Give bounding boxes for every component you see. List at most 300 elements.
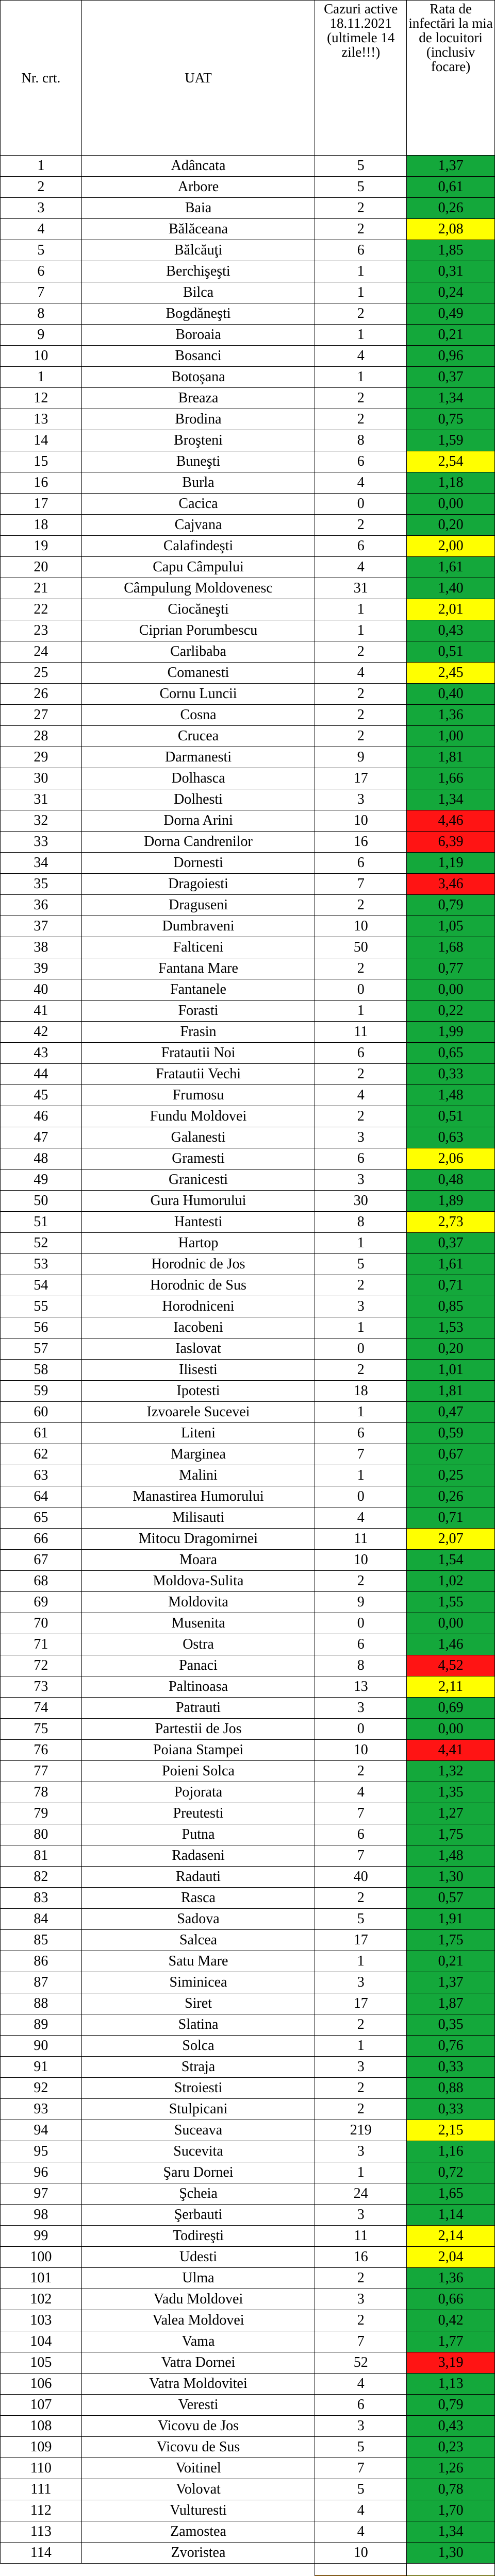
row-rate: 1,36 — [407, 705, 495, 726]
row-rate: 0,61 — [407, 177, 495, 198]
row-uat: Horodniceni — [81, 1296, 315, 1317]
row-rate: 4,46 — [407, 810, 495, 832]
row-uat: Galanesti — [81, 1127, 315, 1148]
table-row — [1, 2162, 495, 2183]
table-row — [1, 2078, 495, 2099]
row-rate: 0,57 — [407, 1888, 495, 1909]
table-row — [1, 240, 495, 261]
row-nr: 77 — [1, 1761, 82, 1782]
table-row — [1, 2036, 495, 2057]
row-uat: Şerbauti — [81, 2205, 315, 2226]
row-uat: Calafindeşti — [81, 536, 315, 557]
row-uat: Ilisesti — [81, 1360, 315, 1381]
table-row — [1, 2458, 495, 2479]
row-rate: 0,51 — [407, 1106, 495, 1127]
row-nr: 21 — [1, 578, 82, 599]
row-cases: 2 — [315, 2310, 407, 2331]
row-cases: 1 — [315, 599, 407, 620]
row-cases: 18 — [315, 1381, 407, 1402]
row-nr: 30 — [1, 768, 82, 789]
row-nr: 105 — [1, 2352, 82, 2374]
row-rate: 0,21 — [407, 325, 495, 346]
row-cases: 0 — [315, 494, 407, 515]
header-rate: Rata de infectări la mia de locuitori (inclusiv focare) — [407, 1, 495, 156]
row-rate: 1,36 — [407, 2268, 495, 2289]
row-uat: Musenita — [81, 1613, 315, 1634]
row-rate: 2,11 — [407, 1676, 495, 1698]
row-uat: Marginea — [81, 1444, 315, 1465]
row-rate: 2,14 — [407, 2226, 495, 2247]
row-uat: Dorna Arini — [81, 810, 315, 832]
row-rate: 2,00 — [407, 536, 495, 557]
row-rate: 1,16 — [407, 2141, 495, 2162]
row-rate: 1,01 — [407, 1360, 495, 1381]
row-uat: Berchişeşti — [81, 261, 315, 282]
row-uat: Cosna — [81, 705, 315, 726]
row-nr: 57 — [1, 1338, 82, 1360]
table-row — [1, 177, 495, 198]
row-cases: 1 — [315, 367, 407, 388]
row-rate: 3,19 — [407, 2352, 495, 2374]
row-rate: 0,79 — [407, 2395, 495, 2416]
row-uat: Zvoristea — [81, 2543, 315, 2564]
row-uat: Fratautii Vechi — [81, 1064, 315, 1085]
table-row — [1, 1254, 495, 1275]
row-nr: 82 — [1, 1867, 82, 1888]
row-nr: 110 — [1, 2458, 82, 2479]
row-nr: 4 — [1, 219, 82, 240]
row-uat: Buneşti — [81, 451, 315, 472]
row-nr: 107 — [1, 2395, 82, 2416]
row-cases: 30 — [315, 1191, 407, 1212]
row-nr: 101 — [1, 2268, 82, 2289]
row-nr: 64 — [1, 1486, 82, 1507]
row-nr: 89 — [1, 2014, 82, 2036]
row-nr: 43 — [1, 1043, 82, 1064]
row-rate: 1,37 — [407, 156, 495, 177]
row-uat: Frasin — [81, 1022, 315, 1043]
row-cases: 1 — [315, 1001, 407, 1022]
row-uat: Sucevita — [81, 2141, 315, 2162]
row-cases: 7 — [315, 2458, 407, 2479]
row-nr: 88 — [1, 1993, 82, 2014]
row-nr: 83 — [1, 1888, 82, 1909]
row-nr: 109 — [1, 2437, 82, 2458]
row-uat: Adâncata — [81, 156, 315, 177]
row-uat: Horodnic de Jos — [81, 1254, 315, 1275]
table-row — [1, 726, 495, 747]
row-nr: 2 — [1, 177, 82, 198]
row-cases: 8 — [315, 1655, 407, 1676]
row-rate: 0,67 — [407, 1444, 495, 1465]
row-nr: 39 — [1, 958, 82, 979]
row-cases: 9 — [315, 747, 407, 768]
row-rate: 0,96 — [407, 346, 495, 367]
row-cases: 4 — [315, 1507, 407, 1529]
row-nr: 23 — [1, 620, 82, 641]
row-rate: 1,30 — [407, 1867, 495, 1888]
spacer-row — [1, 2564, 495, 2575]
row-nr: 36 — [1, 895, 82, 916]
row-rate: 3,46 — [407, 874, 495, 895]
row-nr: 22 — [1, 599, 82, 620]
row-cases: 6 — [315, 1148, 407, 1170]
row-nr: 74 — [1, 1698, 82, 1719]
row-cases: 17 — [315, 1993, 407, 2014]
row-nr: 108 — [1, 2416, 82, 2437]
row-nr: 99 — [1, 2226, 82, 2247]
row-cases: 2 — [315, 2078, 407, 2099]
row-uat: Broşteni — [81, 430, 315, 451]
row-nr: 62 — [1, 1444, 82, 1465]
row-rate: 0,65 — [407, 1043, 495, 1064]
row-cases: 4 — [315, 557, 407, 578]
row-rate: 1,81 — [407, 1381, 495, 1402]
row-cases: 4 — [315, 2500, 407, 2521]
row-nr: 113 — [1, 2521, 82, 2543]
row-cases: 2 — [315, 726, 407, 747]
table-row — [1, 1634, 495, 1655]
row-nr: 29 — [1, 747, 82, 768]
row-uat: Moldova-Sulita — [81, 1571, 315, 1592]
table-row — [1, 1338, 495, 1360]
header-uat: UAT — [81, 1, 315, 156]
row-nr: 100 — [1, 2247, 82, 2268]
row-uat: Milisauti — [81, 1507, 315, 1529]
table-row — [1, 1761, 495, 1782]
row-rate: 0,20 — [407, 515, 495, 536]
row-rate: 0,66 — [407, 2289, 495, 2310]
row-rate: 6,39 — [407, 832, 495, 853]
row-nr: 75 — [1, 1719, 82, 1740]
row-nr: 26 — [1, 684, 82, 705]
row-uat: Paltinoasa — [81, 1676, 315, 1698]
row-uat: Fundu Moldovei — [81, 1106, 315, 1127]
row-cases: 0 — [315, 1486, 407, 1507]
row-rate: 0,00 — [407, 1613, 495, 1634]
row-cases: 1 — [315, 1951, 407, 1972]
table-row — [1, 1803, 495, 1824]
row-rate: 0,35 — [407, 2014, 495, 2036]
row-rate: 2,45 — [407, 663, 495, 684]
table-row — [1, 2099, 495, 2120]
spacer-cell — [407, 2564, 495, 2575]
row-cases: 5 — [315, 2437, 407, 2458]
row-cases: 3 — [315, 1698, 407, 1719]
table-row — [1, 663, 495, 684]
row-uat: Patrauti — [81, 1698, 315, 1719]
table-row — [1, 1170, 495, 1191]
row-nr: 44 — [1, 1064, 82, 1085]
table-row — [1, 1296, 495, 1317]
row-uat: Vatra Dornei — [81, 2352, 315, 2374]
table-row — [1, 388, 495, 409]
header-nr: Nr. crt. — [1, 1, 82, 156]
table-row — [1, 1423, 495, 1444]
row-cases: 7 — [315, 874, 407, 895]
row-uat: Dolhasca — [81, 768, 315, 789]
row-nr: 87 — [1, 1972, 82, 1993]
table-row — [1, 853, 495, 874]
row-uat: Straja — [81, 2057, 315, 2078]
row-nr: 10 — [1, 346, 82, 367]
table-row — [1, 1867, 495, 1888]
row-nr: 65 — [1, 1507, 82, 1529]
row-rate: 2,73 — [407, 1212, 495, 1233]
row-cases: 4 — [315, 2374, 407, 2395]
row-rate: 0,43 — [407, 2416, 495, 2437]
table-row — [1, 916, 495, 937]
table-row — [1, 1655, 495, 1676]
row-uat: Brodina — [81, 409, 315, 430]
table-row — [1, 1106, 495, 1127]
row-uat: Bogdăneşti — [81, 303, 315, 325]
row-rate: 0,76 — [407, 2036, 495, 2057]
row-cases: 6 — [315, 853, 407, 874]
row-cases: 4 — [315, 663, 407, 684]
row-nr: 91 — [1, 2057, 82, 2078]
row-nr: 15 — [1, 451, 82, 472]
table-row — [1, 1085, 495, 1106]
row-nr: 63 — [1, 1465, 82, 1486]
row-nr: 48 — [1, 1148, 82, 1170]
row-nr: 106 — [1, 2374, 82, 2395]
row-uat: Hantesti — [81, 1212, 315, 1233]
row-rate: 0,85 — [407, 1296, 495, 1317]
row-uat: Slatina — [81, 2014, 315, 2036]
row-cases: 4 — [315, 1085, 407, 1106]
row-nr: 31 — [1, 789, 82, 810]
row-uat: Vatra Moldovitei — [81, 2374, 315, 2395]
row-cases: 3 — [315, 1127, 407, 1148]
row-rate: 0,21 — [407, 1951, 495, 1972]
table-row — [1, 1845, 495, 1867]
row-rate: 4,41 — [407, 1740, 495, 1761]
table-row — [1, 2120, 495, 2141]
row-rate: 1,32 — [407, 1761, 495, 1782]
table-row — [1, 874, 495, 895]
row-rate: 1,13 — [407, 2374, 495, 2395]
row-uat: Dumbraveni — [81, 916, 315, 937]
row-rate: 1,27 — [407, 1803, 495, 1824]
row-rate: 0,37 — [407, 1233, 495, 1254]
row-uat: Vicovu de Jos — [81, 2416, 315, 2437]
row-uat: Vadu Moldovei — [81, 2289, 315, 2310]
row-cases: 7 — [315, 1803, 407, 1824]
row-cases: 2 — [315, 641, 407, 663]
row-rate: 4,52 — [407, 1655, 495, 1676]
row-nr: 56 — [1, 1317, 82, 1338]
row-uat: Horodnic de Sus — [81, 1275, 315, 1296]
row-cases: 3 — [315, 2416, 407, 2437]
row-uat: Gramesti — [81, 1148, 315, 1170]
row-uat: Liteni — [81, 1423, 315, 1444]
table-row — [1, 515, 495, 536]
row-cases: 10 — [315, 2543, 407, 2564]
table-row — [1, 1719, 495, 1740]
table-row — [1, 641, 495, 663]
row-nr: 5 — [1, 240, 82, 261]
row-rate: 0,20 — [407, 1338, 495, 1360]
row-rate: 1,34 — [407, 388, 495, 409]
row-uat: Comanesti — [81, 663, 315, 684]
row-nr: 27 — [1, 705, 82, 726]
row-uat: Arbore — [81, 177, 315, 198]
row-cases: 6 — [315, 1043, 407, 1064]
row-cases: 3 — [315, 1972, 407, 1993]
row-rate: 1,48 — [407, 1845, 495, 1867]
row-uat: Fratautii Noi — [81, 1043, 315, 1064]
row-uat: Voitinel — [81, 2458, 315, 2479]
row-rate: 0,75 — [407, 409, 495, 430]
row-rate: 0,78 — [407, 2479, 495, 2500]
row-rate: 1,61 — [407, 557, 495, 578]
row-cases: 2 — [315, 1761, 407, 1782]
row-nr: 45 — [1, 1085, 82, 1106]
row-nr: 9 — [1, 325, 82, 346]
table-row — [1, 1381, 495, 1402]
row-nr: 79 — [1, 1803, 82, 1824]
row-uat: Radauti — [81, 1867, 315, 1888]
row-rate: 0,33 — [407, 2099, 495, 2120]
row-rate: 2,08 — [407, 219, 495, 240]
row-nr: 28 — [1, 726, 82, 747]
row-uat: Putna — [81, 1824, 315, 1845]
row-cases: 2 — [315, 198, 407, 219]
row-uat: Ulma — [81, 2268, 315, 2289]
table-row — [1, 1402, 495, 1423]
table-row — [1, 1740, 495, 1761]
row-uat: Baia — [81, 198, 315, 219]
table-row — [1, 1571, 495, 1592]
row-uat: Fantanele — [81, 979, 315, 1001]
row-uat: Breaza — [81, 388, 315, 409]
row-cases: 2 — [315, 2014, 407, 2036]
row-nr: 20 — [1, 557, 82, 578]
row-cases: 4 — [315, 1782, 407, 1803]
row-uat: Udesti — [81, 2247, 315, 2268]
row-uat: Carlibaba — [81, 641, 315, 663]
row-nr: 104 — [1, 2331, 82, 2352]
row-rate: 0,26 — [407, 198, 495, 219]
row-cases: 1 — [315, 2036, 407, 2057]
row-uat: Pojorata — [81, 1782, 315, 1803]
row-uat: Cajvana — [81, 515, 315, 536]
row-nr: 76 — [1, 1740, 82, 1761]
row-rate: 1,99 — [407, 1022, 495, 1043]
row-rate: 1,34 — [407, 789, 495, 810]
row-rate: 1,00 — [407, 726, 495, 747]
row-uat: Falticeni — [81, 937, 315, 958]
row-nr: 46 — [1, 1106, 82, 1127]
table-row — [1, 1909, 495, 1930]
row-nr: 32 — [1, 810, 82, 832]
table-row — [1, 832, 495, 853]
row-nr: 90 — [1, 2036, 82, 2057]
row-cases: 17 — [315, 768, 407, 789]
row-rate: 0,63 — [407, 1127, 495, 1148]
row-nr: 61 — [1, 1423, 82, 1444]
row-uat: Granicesti — [81, 1170, 315, 1191]
table-row — [1, 282, 495, 303]
row-uat: Sadova — [81, 1909, 315, 1930]
table-row — [1, 2479, 495, 2500]
row-nr: 34 — [1, 853, 82, 874]
row-rate: 2,01 — [407, 599, 495, 620]
table-row — [1, 1592, 495, 1613]
row-uat: Ciprian Porumbescu — [81, 620, 315, 641]
row-nr: 40 — [1, 979, 82, 1001]
table-row — [1, 261, 495, 282]
row-uat: Frumosu — [81, 1085, 315, 1106]
table-row — [1, 1465, 495, 1486]
row-nr: 18 — [1, 515, 82, 536]
row-rate: 1,66 — [407, 768, 495, 789]
row-uat: Dolhesti — [81, 789, 315, 810]
row-rate: 1,19 — [407, 853, 495, 874]
row-nr: 68 — [1, 1571, 82, 1592]
row-uat: Moara — [81, 1550, 315, 1571]
row-cases: 31 — [315, 578, 407, 599]
row-uat: Forasti — [81, 1001, 315, 1022]
row-cases: 40 — [315, 1867, 407, 1888]
row-cases: 2 — [315, 2099, 407, 2120]
row-uat: Vama — [81, 2331, 315, 2352]
row-nr: 103 — [1, 2310, 82, 2331]
table-row — [1, 810, 495, 832]
row-uat: Vicovu de Sus — [81, 2437, 315, 2458]
row-nr: 114 — [1, 2543, 82, 2564]
table-row — [1, 979, 495, 1001]
table-row — [1, 1507, 495, 1529]
table-row — [1, 747, 495, 768]
row-rate: 1,87 — [407, 1993, 495, 2014]
row-nr: 73 — [1, 1676, 82, 1698]
row-nr: 86 — [1, 1951, 82, 1972]
row-cases: 3 — [315, 2141, 407, 2162]
row-cases: 16 — [315, 832, 407, 853]
row-uat: Iaslovat — [81, 1338, 315, 1360]
row-cases: 13 — [315, 1676, 407, 1698]
row-nr: 14 — [1, 430, 82, 451]
row-cases: 3 — [315, 1170, 407, 1191]
row-nr: 92 — [1, 2078, 82, 2099]
table-row — [1, 156, 495, 177]
row-rate: 0,59 — [407, 1423, 495, 1444]
row-uat: Vulturesti — [81, 2500, 315, 2521]
row-rate: 0,00 — [407, 979, 495, 1001]
row-uat: Ciocăneşti — [81, 599, 315, 620]
table-row — [1, 2352, 495, 2374]
table-row — [1, 1444, 495, 1465]
table-row — [1, 367, 495, 388]
row-uat: Mitocu Dragomirnei — [81, 1529, 315, 1550]
row-cases: 2 — [315, 388, 407, 409]
header-cases: Cazuri active 18.11.2021 (ultimele 14 zile!!!) — [315, 1, 407, 156]
row-cases: 2 — [315, 515, 407, 536]
row-uat: Cornu Luncii — [81, 684, 315, 705]
table-row — [1, 1360, 495, 1381]
row-rate: 0,23 — [407, 2437, 495, 2458]
row-uat: Şcheia — [81, 2183, 315, 2205]
table-row — [1, 2395, 495, 2416]
row-cases: 6 — [315, 1824, 407, 1845]
row-nr: 49 — [1, 1170, 82, 1191]
row-cases: 50 — [315, 937, 407, 958]
row-nr: 7 — [1, 282, 82, 303]
row-nr: 98 — [1, 2205, 82, 2226]
row-rate: 0,24 — [407, 282, 495, 303]
